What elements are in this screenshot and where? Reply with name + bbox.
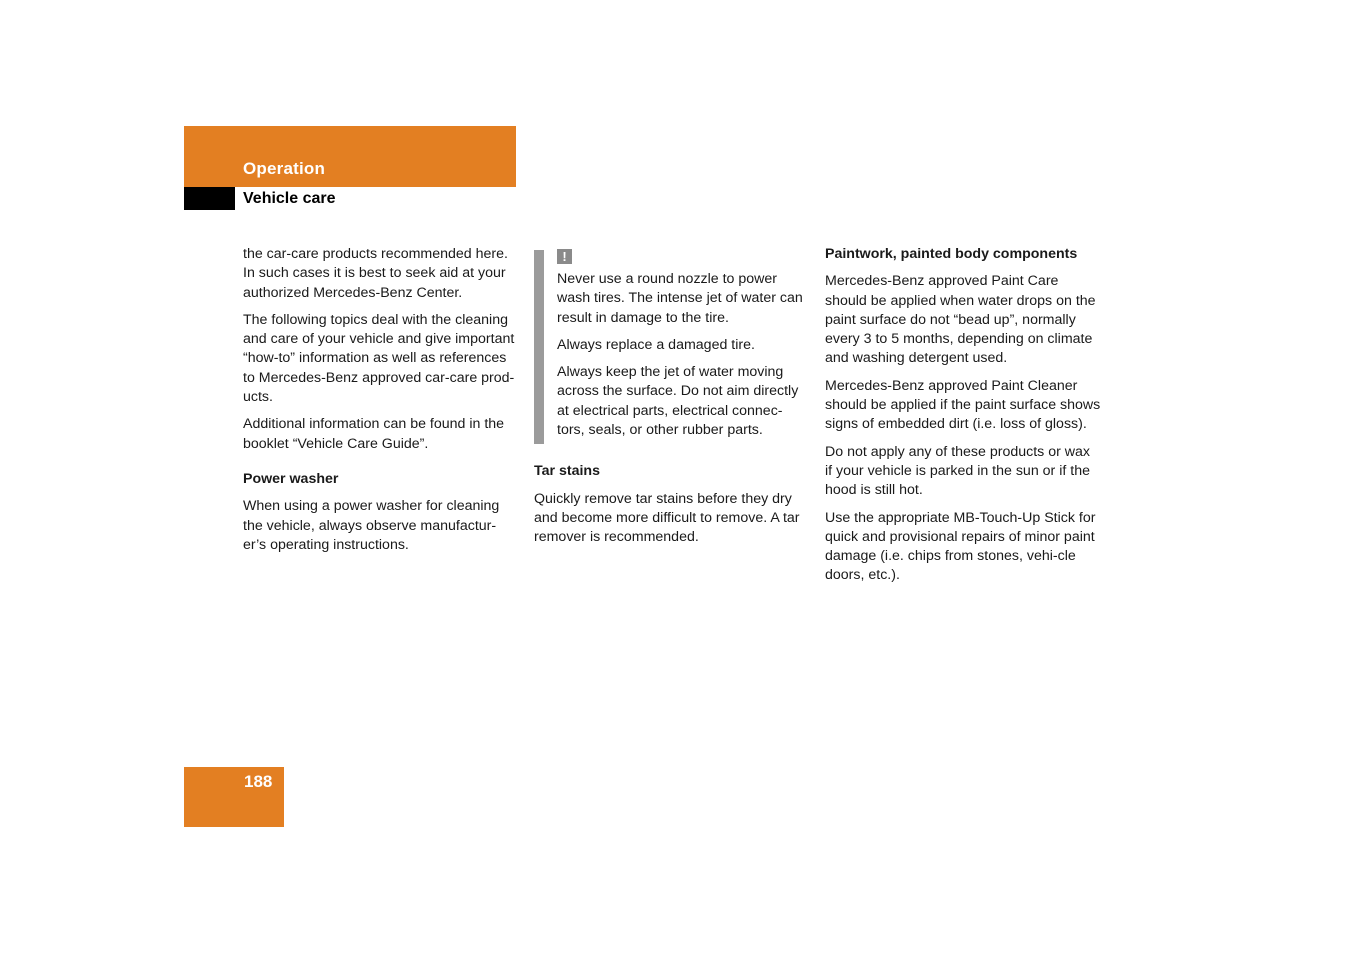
- warning-text: Always keep the jet of water moving across the surface. Do not aim directly at electrical parts, electrical connec-tors, seals, or other rubber parts.: [557, 364, 799, 439]
- warning-text: Always replace a damaged tire.: [557, 336, 755, 353]
- exclamation-icon: !: [557, 249, 572, 264]
- paragraph: the car-care products recommended here. In such cases it is best to seek aid at your authorized Mercedes-Benz Center.: [243, 246, 508, 301]
- section-marker: [184, 187, 235, 210]
- paragraph: Mercedes-Benz approved Paint Cleaner should be applied if the paint surface shows signs of embedded dirt (i.e. loss of gloss).: [825, 377, 1101, 433]
- paragraph: The following topics deal with the cleaning and care of your vehicle and give important “how-to” information as well as references to Mercedes-Benz approved car-care prod-ucts.: [243, 311, 515, 406]
- paragraph: Quickly remove tar stains before they dry and become more difficult to remove. A tar remover is recommended.: [534, 490, 800, 546]
- paragraph: Mercedes-Benz approved Paint Care should be applied when water drops on the paint surface do not “bead up”, normally every 3 to 5 months, depending on climate and washing detergent used.: [825, 273, 1096, 367]
- column-left: [243, 245, 519, 563]
- paintwork-heading: Paintwork, painted body components: [825, 246, 1078, 262]
- section-title: Operation: [243, 159, 326, 178]
- paragraph: Use the appropriate MB-Touch-Up Stick for quick and provisional repairs of minor paint damage (i.e. chips from stones, vehi-cle doors, etc.).: [825, 509, 1096, 584]
- power-washer-heading: Power washer: [243, 470, 339, 487]
- page-number: 188: [244, 772, 273, 791]
- paragraph: When using a power washer for cleaning the vehicle, always observe manufactur-er’s operating instructions.: [243, 498, 500, 553]
- subsection-title: Vehicle care: [243, 190, 336, 207]
- paragraph: Do not apply any of these products or wax if your vehicle is parked in the sun or if the hood is still hot.: [825, 443, 1090, 499]
- tar-stains-heading: Tar stains: [534, 463, 600, 480]
- paragraph: Additional information can be found in the booklet “Vehicle Care Guide”.: [243, 416, 505, 452]
- warning-box: [534, 245, 808, 444]
- warning-bar: [534, 250, 544, 444]
- warning-text: Never use a round nozzle to power wash tires. The intense jet of water can result in damage to the tire.: [557, 271, 803, 326]
- column-right: [825, 245, 1101, 594]
- section-header-bar: [184, 126, 516, 187]
- column-middle: [534, 245, 808, 556]
